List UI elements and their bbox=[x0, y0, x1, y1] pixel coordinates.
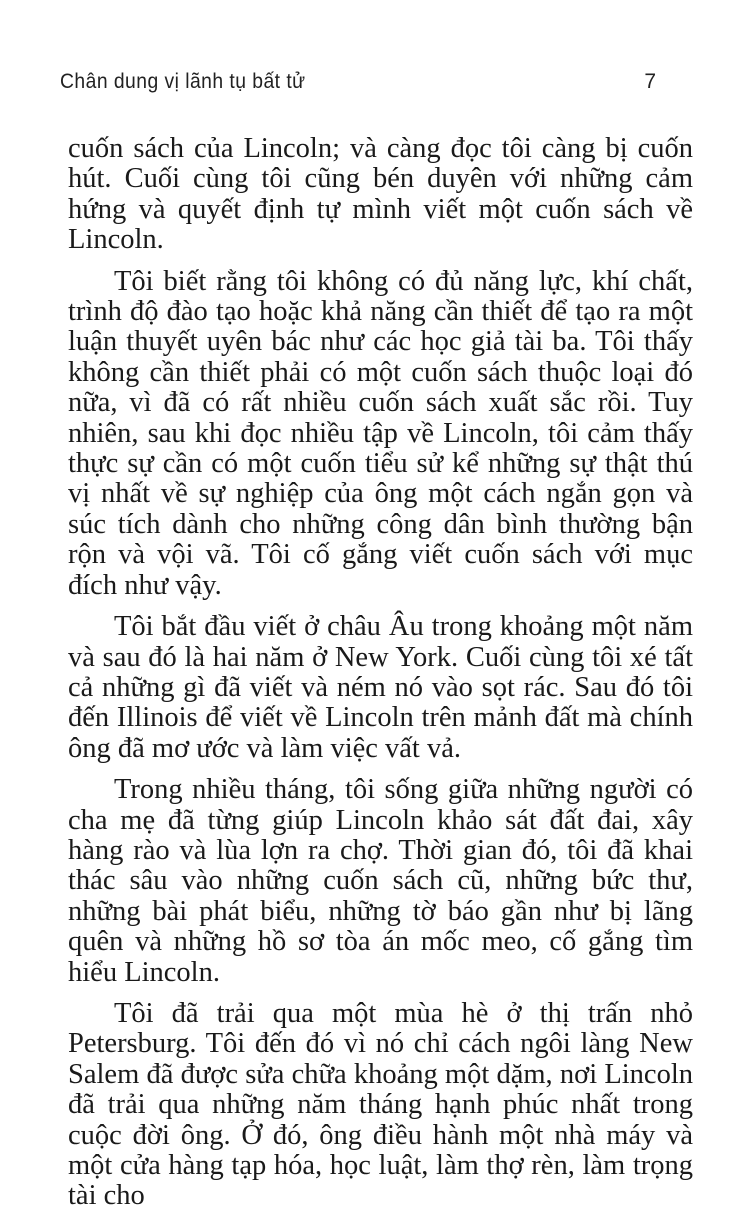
page-number: 7 bbox=[644, 70, 656, 93]
paragraph-continuation: cuốn sách của Lincoln; và càng đọc tôi càng bị cuốn hút. Cuối cùng tôi cũng bén duyên với những cảm hứng và quyết định tự mình viết một cuốn sách về Lincoln. bbox=[68, 133, 693, 256]
paragraph: Tôi bắt đầu viết ở châu Âu trong khoảng một năm và sau đó là hai năm ở New York. Cuối cùng tôi xé tất cả những gì đã viết và ném nó vào sọt rác. Sau đó tôi đến Illinois để viết về Lincoln trên mảnh đất mà chính ông đã mơ ước và làm việc vất vả. bbox=[68, 611, 693, 764]
paragraph: Tôi đã trải qua một mùa hè ở thị trấn nhỏ Petersburg. Tôi đến đó vì nó chỉ cách ngôi làng New Salem đã được sửa chữa khoảng một dặm, nơi Lincoln đã trải qua những năm tháng hạnh phúc nhất trong cuộc đời ông. Ở đó, ông điều hành một nhà máy và một cửa hàng tạp hóa, học luật, làm thợ rèn, làm trọng tài cho bbox=[68, 997, 693, 1212]
paragraph: Trong nhiều tháng, tôi sống giữa những người có cha mẹ đã từng giúp Lincoln khảo sát đất đai, xây hàng rào và lùa lợn ra chợ. Thời gian đó, tôi đã khai thác sâu vào những cuốn sách cũ, những bức thư, những bài phát biểu, những tờ báo gần như bị lãng quên và những hồ sơ tòa án mốc meo, cố gắng tìm hiểu Lincoln. bbox=[68, 774, 693, 988]
paragraph: Tôi biết rằng tôi không có đủ năng lực, khí chất, trình độ đào tạo hoặc khả năng cần thiết để tạo ra một luận thuyết uyên bác như các học giả tài ba. Tôi thấy không cần thiết phải có một cuốn sách thuộc loại đó nữa, vì đã có rất nhiều cuốn sách xuất sắc rồi. Tuy nhiên, sau khi đọc nhiều tập về Lincoln, tôi cảm thấy thực sự cần có một cuốn tiểu sử kể những sự thật thú vị nhất về sự nghiệp của ông một cách ngắn gọn và súc tích dành cho những công dân bình thường bận rộn và vội vã. Tôi cố gắng viết cuốn sách với mục đích như vậy. bbox=[68, 265, 693, 601]
running-title: Chân dung vị lãnh tụ bất tử bbox=[60, 70, 306, 93]
body-text bbox=[68, 134, 693, 1223]
